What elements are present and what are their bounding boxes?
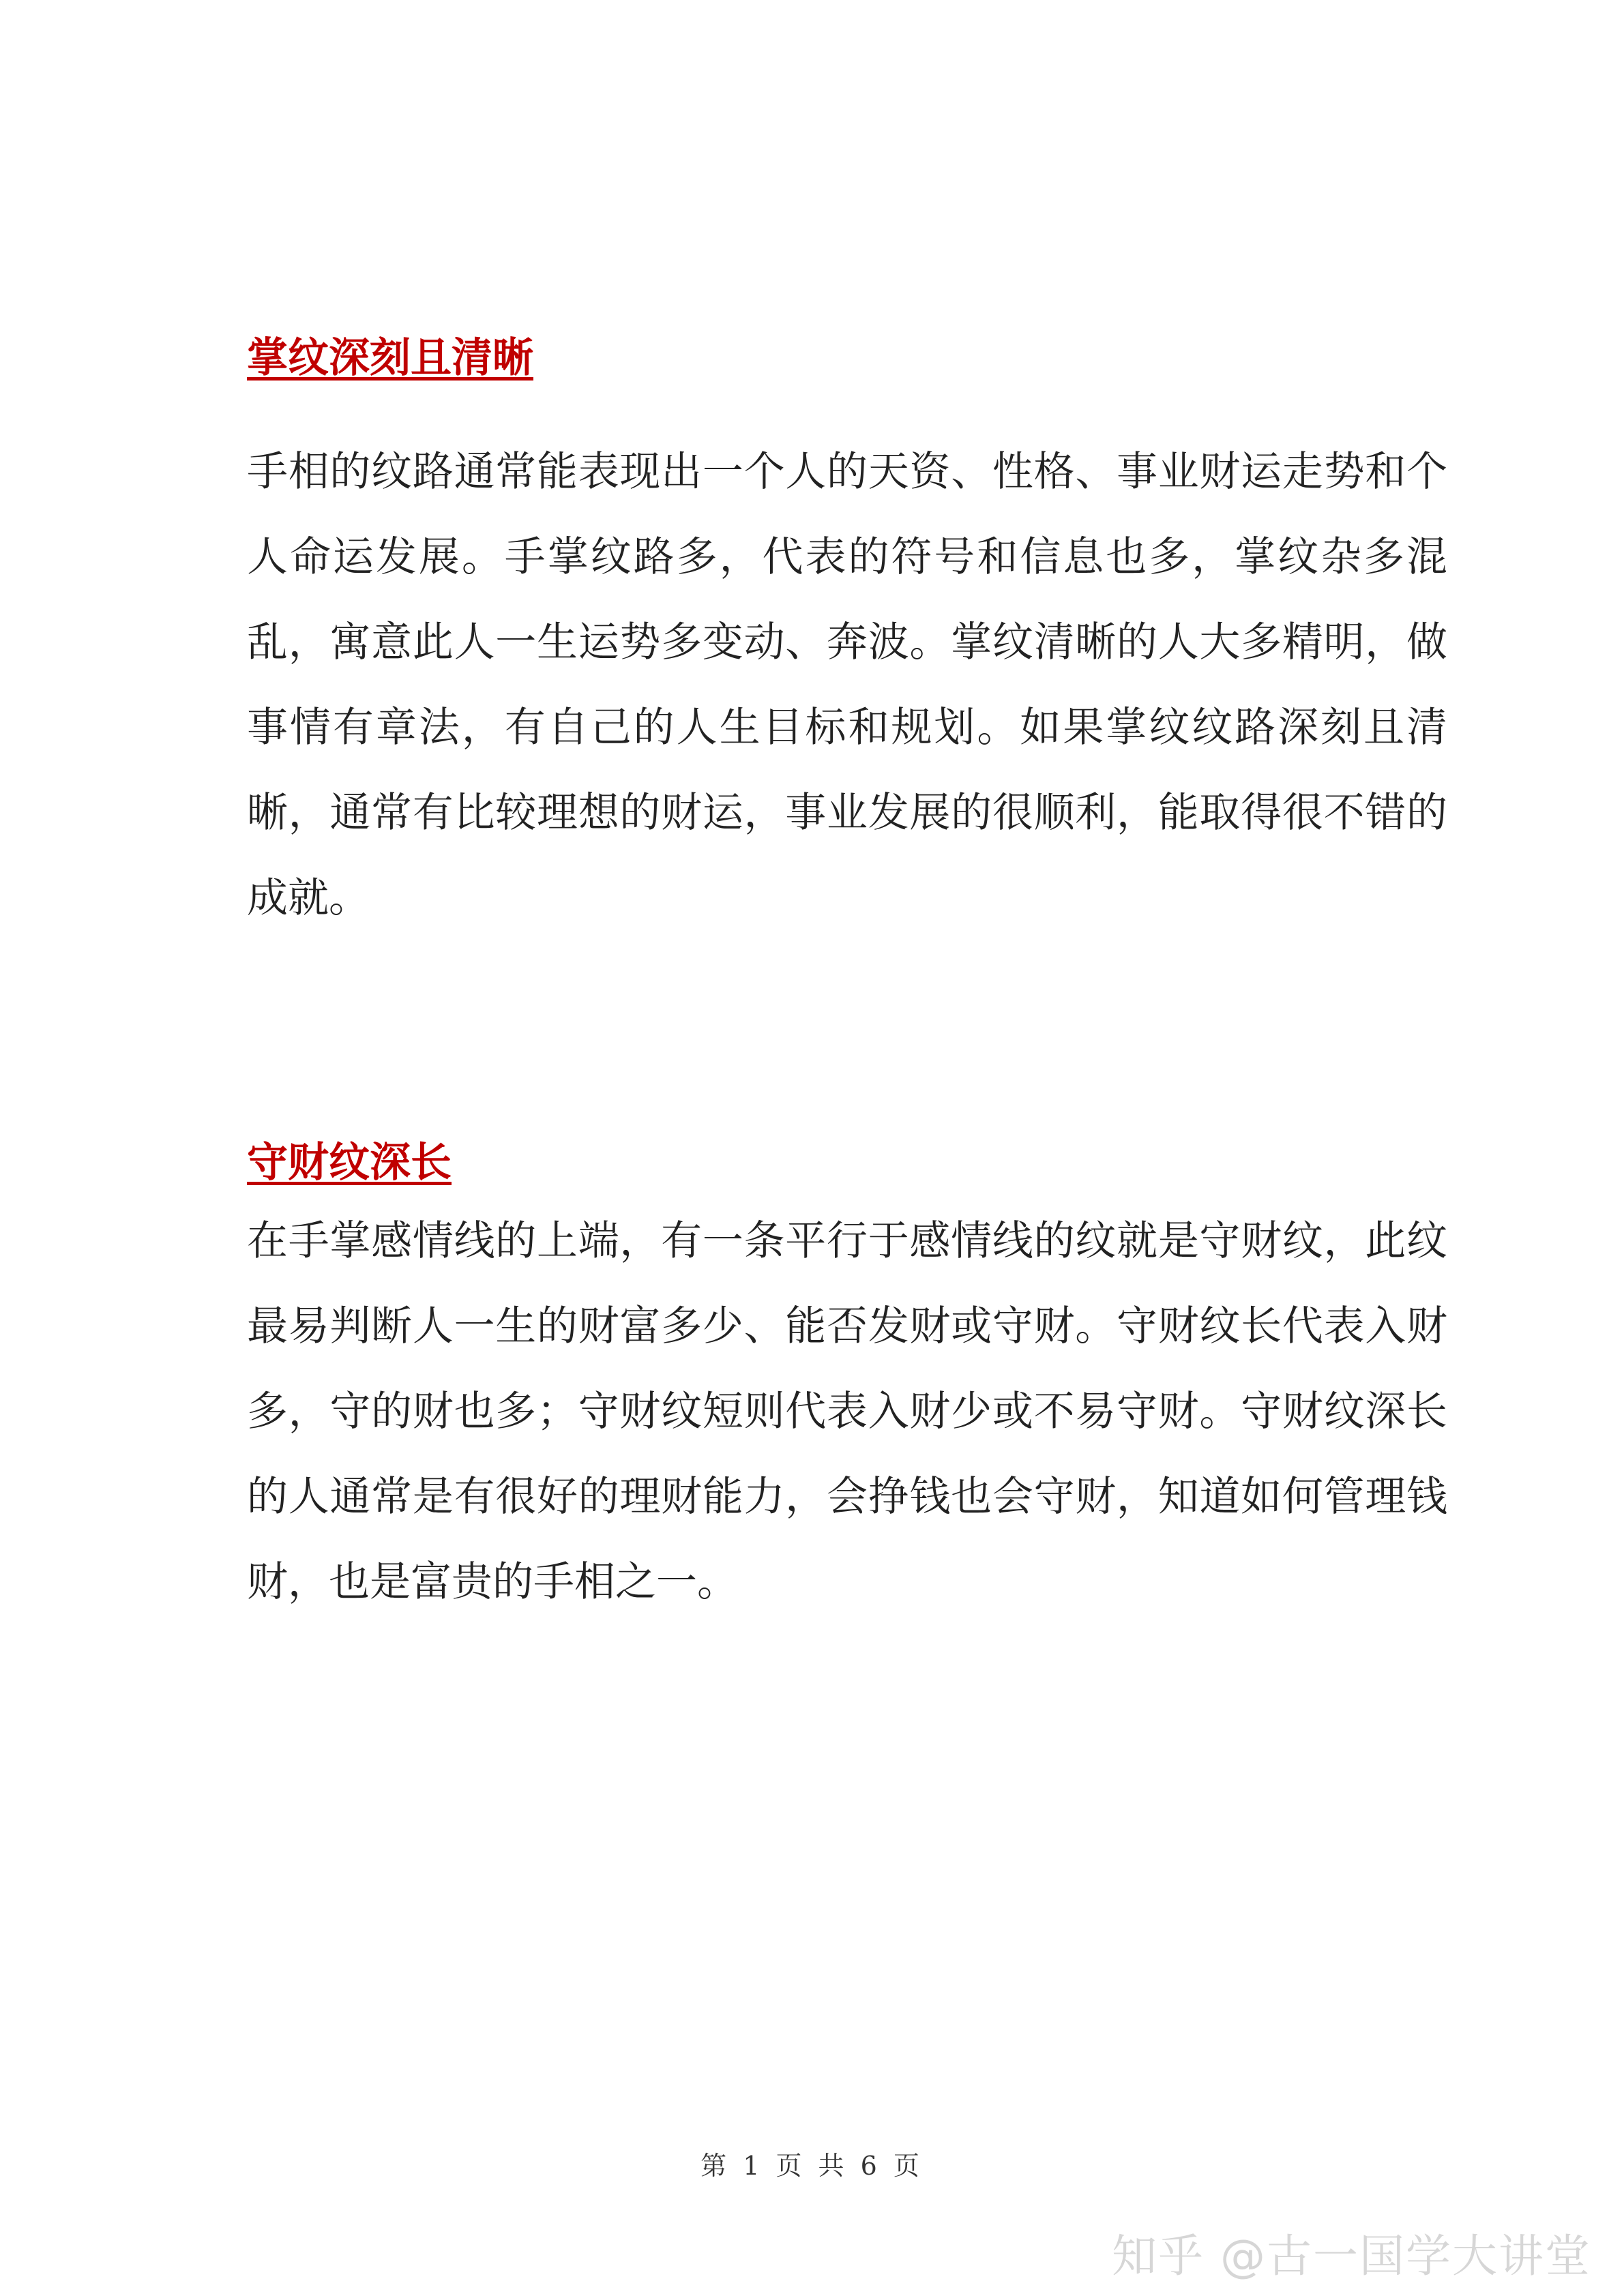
section-heading: 守财纹深长 [247, 1139, 452, 1187]
section-palm-lines-clear [247, 327, 1447, 941]
page-number: 第 1 页 共 6 页 [700, 2151, 924, 2181]
section-body: 手相的纹路通常能表现出一个人的天资、性格、事业财运走势和个人命运发展。手掌纹路多，代表的符号和信息也多，掌纹杂多混乱，寓意此人一生运势多变动、奔波。掌纹清晰的人大多精明，做事情有章法，有自己的人生目标和规划。如果掌纹纹路深刻且清晰，通常有比较理想的财运，事业发展的很顺利，能取得很不错的成就。 [247, 448, 1447, 922]
watermark: 知乎 @古一国学大讲堂 [1112, 2230, 1591, 2282]
section-body: 在手掌感情线的上端，有一条平行于感情线的纹就是守财纹，此纹最易判断人一生的财富多少、能否发财或守财。守财纹长代表入财多，守的财也多；守财纹短则代表入财少或不易守财。守财纹深长的人通常是有很好的理财能力，会挣钱也会守财，知道如何管理钱财，也是富贵的手相之一。 [247, 1217, 1447, 1606]
section-heading: 掌纹深刻且清晰 [247, 334, 533, 382]
section-wealth-line [247, 1132, 1447, 1625]
